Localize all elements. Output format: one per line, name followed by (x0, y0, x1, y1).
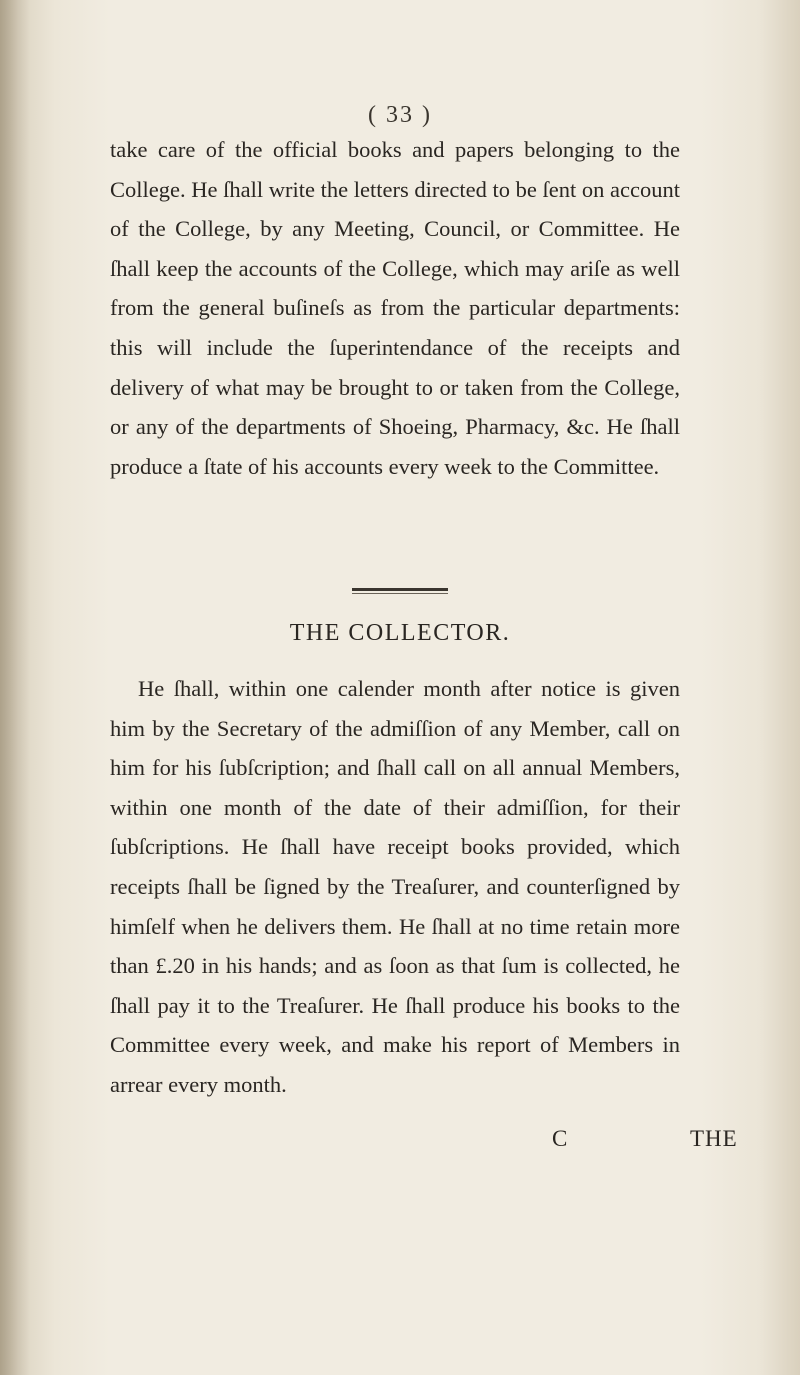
signature-mark: C (552, 1126, 569, 1151)
paragraph-text: He ſhall, within one calender month after notice is given him by the Secretary of the admiſſion of any Member, call on him for his ſubſcription; and ſhall call on all annual Members, within one month of the date of their admiſſion, for their ſubſcriptions. He ſhall have receipt books provided, which receipts ſhall be ſigned by the Treaſurer, and counterſigned by himſelf when he delivers them. He ſhall at no time retain more than £.20 in his hands; and as ſoon as that ſum is collected, he ſhall pay it to the Treaſurer. He ſhall produce his books to the Committee every week, and make his report of Members in arrear every month. (110, 676, 680, 1097)
paragraph-text: take care of the official books and papers belonging to the College. He ſhall write the letters directed to be ſent on account of the College, by any Meeting, Council, or Committee. He ſhall keep the accounts of the College, which may ariſe as well from the general buſineſs as from the particular departments: this will include the ſuperintendance of the receipts and delivery of what may be brought to or taken from the College, or any of the departments of Shoeing, Pharmacy, &c. He ſhall produce a ſtate of his accounts every week to the Committee. (110, 137, 680, 479)
catchword: THE (690, 1126, 738, 1151)
paragraph-collector-duties (110, 669, 680, 1105)
paragraph-secretary-duties (110, 130, 680, 486)
page-number: ( 33 ) (368, 102, 432, 128)
section-heading: THE COLLECTOR. (289, 620, 511, 646)
section-divider-thin (352, 593, 448, 594)
page-gutter-shadow (0, 0, 30, 1375)
section-divider (352, 588, 448, 591)
